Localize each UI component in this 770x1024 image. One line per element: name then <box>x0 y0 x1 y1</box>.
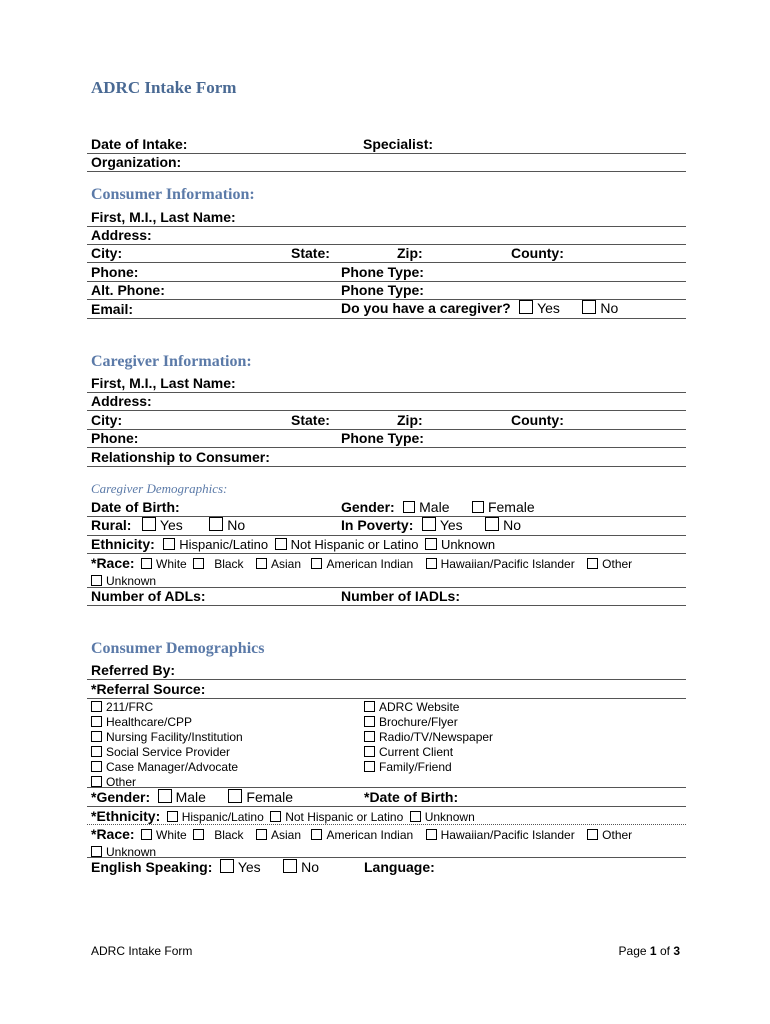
cg-poverty-yes-label: Yes <box>439 517 463 533</box>
consumer-demographics-heading: Consumer Demographics <box>91 640 265 657</box>
consumer-race-black-label: Black <box>214 828 244 842</box>
referral-source-label: *Referral Source: <box>91 681 206 697</box>
referral-source-option <box>364 713 493 728</box>
consumer-race-white-label: White <box>156 828 187 842</box>
consumer-race-asian-label: Asian <box>270 828 302 842</box>
referral-option-label: Nursing Facility/Institution <box>106 730 243 744</box>
consumer-name-label: First, M.I., Last Name: <box>91 209 236 225</box>
consumer-race-unknown-checkbox[interactable] <box>91 846 102 857</box>
referral-source-option <box>91 713 243 728</box>
divider <box>87 226 686 227</box>
referral-source-option <box>91 698 243 713</box>
consumer-eth-not-hispanic-label: Not Hispanic or Latino <box>285 810 404 824</box>
cg-poverty-yes-checkbox[interactable] <box>422 517 436 531</box>
cg-poverty-no-label: No <box>503 517 522 533</box>
page-total: 3 <box>673 944 680 958</box>
cg-ethnicity-group <box>91 536 495 554</box>
consumer-race-ai-label: American Indian <box>326 828 414 842</box>
caregiver-demographics-heading: Caregiver Demographics: <box>91 481 228 496</box>
divider <box>87 806 686 807</box>
divider <box>87 605 686 606</box>
caregiver-info-heading: Caregiver Information: <box>91 353 252 370</box>
cg-eth-not-hispanic-label: Not Hispanic or Latino <box>290 537 419 552</box>
cg-race-white-checkbox[interactable] <box>141 558 152 569</box>
cg-race-asian-label: Asian <box>270 557 302 571</box>
referral-checkbox[interactable] <box>91 776 102 787</box>
caregiver-address-label: Address: <box>91 393 152 409</box>
referral-source-option <box>91 758 243 773</box>
cg-gender-group <box>341 499 535 517</box>
cg-eth-unknown-label: Unknown <box>440 537 496 552</box>
caregiver-no-label: No <box>600 300 619 316</box>
cg-dob-label: Date of Birth: <box>91 499 180 515</box>
consumer-eth-hispanic-checkbox[interactable] <box>167 811 178 822</box>
english-yes-checkbox[interactable] <box>220 859 234 873</box>
referral-checkbox[interactable] <box>91 746 102 757</box>
consumer-address-label: Address: <box>91 227 152 243</box>
consumer-race-unknown-label: Unknown <box>106 845 157 859</box>
referral-source-option <box>91 773 243 788</box>
referral-source-option <box>364 758 493 773</box>
english-speaking-group <box>91 859 319 877</box>
divider <box>87 262 686 263</box>
referral-sources-left <box>91 698 243 788</box>
consumer-eth-not-hispanic-checkbox[interactable] <box>270 811 281 822</box>
referral-checkbox[interactable] <box>364 731 375 742</box>
divider <box>87 171 686 172</box>
caregiver-zip-label: Zip: <box>397 412 423 428</box>
referral-checkbox[interactable] <box>364 716 375 727</box>
caregiver-no-checkbox[interactable] <box>582 300 596 314</box>
consumer-city-label: City: <box>91 245 123 261</box>
consumer-race-hpi-label: Hawaiian/Pacific Islander <box>440 828 575 842</box>
cg-eth-not-hispanic-checkbox[interactable] <box>275 538 287 550</box>
referral-checkbox[interactable] <box>91 716 102 727</box>
referral-source-option <box>364 698 493 713</box>
referral-option-label: Healthcare/CPP <box>106 715 193 729</box>
divider <box>87 392 686 393</box>
referral-option-label: Social Service Provider <box>106 745 231 759</box>
cg-ethnicity-label: Ethnicity: <box>91 536 155 552</box>
cg-gender-label: Gender: <box>341 499 395 515</box>
organization-label: Organization: <box>91 154 182 170</box>
cg-race-white-label: White <box>156 557 187 571</box>
cg-eth-hispanic-checkbox[interactable] <box>163 538 175 550</box>
caregiver-phone-label: Phone: <box>91 430 139 446</box>
referral-source-option <box>91 743 243 758</box>
referral-checkbox[interactable] <box>364 701 375 712</box>
relationship-label: Relationship to Consumer: <box>91 449 270 465</box>
cg-rural-no-label: No <box>227 517 246 533</box>
cg-rural-yes-checkbox[interactable] <box>142 517 156 531</box>
consumer-race-asian-checkbox[interactable] <box>256 829 267 840</box>
caregiver-name-label: First, M.I., Last Name: <box>91 375 236 391</box>
caregiver-question <box>341 300 618 318</box>
cg-race-black-label: Black <box>214 557 244 571</box>
referral-checkbox[interactable] <box>364 761 375 772</box>
english-no-label: No <box>301 859 320 875</box>
cg-male-label: Male <box>419 499 450 515</box>
iadls-label: Number of IADLs: <box>341 588 460 604</box>
consumer-race-other-checkbox[interactable] <box>587 829 598 840</box>
divider <box>87 244 686 245</box>
consumer-ethnicity-label: *Ethnicity: <box>91 808 161 824</box>
cg-male-checkbox[interactable] <box>403 501 415 513</box>
consumer-eth-unknown-checkbox[interactable] <box>410 811 421 822</box>
divider <box>87 466 686 467</box>
cg-race-other-label: Other <box>602 557 633 571</box>
consumer-eth-unknown-label: Unknown <box>424 810 475 824</box>
consumer-phone-type2-label: Phone Type: <box>341 282 424 298</box>
referral-source-option <box>91 728 243 743</box>
divider <box>87 153 686 154</box>
adls-label: Number of ADLs: <box>91 588 206 604</box>
referral-checkbox[interactable] <box>364 746 375 757</box>
cg-rural-no-checkbox[interactable] <box>209 517 223 531</box>
cg-poverty-group <box>341 517 521 535</box>
caregiver-phone-type-label: Phone Type: <box>341 430 424 446</box>
divider <box>87 857 686 858</box>
referral-checkbox[interactable] <box>91 731 102 742</box>
consumer-phone-label: Phone: <box>91 264 139 280</box>
divider <box>87 553 686 554</box>
cg-race-black-checkbox[interactable] <box>193 558 204 569</box>
consumer-race-other-label: Other <box>602 828 633 842</box>
cg-race-group <box>91 555 632 573</box>
consumer-county-label: County: <box>511 245 564 261</box>
cg-eth-hispanic-label: Hispanic/Latino <box>179 537 269 552</box>
specialist-label: Specialist: <box>363 136 434 152</box>
consumer-race-ai-checkbox[interactable] <box>311 829 322 840</box>
english-speaking-label: English Speaking: <box>91 859 213 875</box>
cg-female-label: Female <box>487 499 535 515</box>
consumer-state-label: State: <box>291 245 330 261</box>
consumer-race-label: *Race: <box>91 826 135 842</box>
page-of: of <box>659 944 670 958</box>
consumer-email-label: Email: <box>91 301 134 317</box>
consumer-gender-group <box>91 789 293 807</box>
cg-rural-label: Rural: <box>91 517 132 533</box>
referral-option-label: Radio/TV/Newspaper <box>379 730 494 744</box>
cg-poverty-no-checkbox[interactable] <box>485 517 499 531</box>
cg-race-label: *Race: <box>91 555 135 571</box>
consumer-race-black-checkbox[interactable] <box>193 829 204 840</box>
english-no-checkbox[interactable] <box>283 859 297 873</box>
cg-race-unknown-label: Unknown <box>106 574 157 588</box>
consumer-gender-label: *Gender: <box>91 789 151 805</box>
consumer-dob-label: *Date of Birth: <box>364 789 459 805</box>
caregiver-yes-checkbox[interactable] <box>519 300 533 314</box>
consumer-male-label: Male <box>175 789 206 805</box>
consumer-zip-label: Zip: <box>397 245 423 261</box>
referral-option-label: 211/FRC <box>106 700 154 714</box>
consumer-male-checkbox[interactable] <box>158 789 172 803</box>
consumer-race-white-checkbox[interactable] <box>141 829 152 840</box>
referral-option-label: Current Client <box>379 745 454 759</box>
caregiver-city-label: City: <box>91 412 123 428</box>
divider <box>87 787 686 788</box>
cg-race-other-checkbox[interactable] <box>587 558 598 569</box>
divider <box>87 447 686 448</box>
referral-source-option <box>364 728 493 743</box>
cg-rural-group <box>91 517 245 535</box>
divider <box>87 318 686 319</box>
cg-race-ai-label: American Indian <box>326 557 414 571</box>
referred-by-label: Referred By: <box>91 662 176 678</box>
date-of-intake-label: Date of Intake: <box>91 136 188 152</box>
caregiver-state-label: State: <box>291 412 330 428</box>
caregiver-question-label: Do you have a caregiver? <box>341 300 511 316</box>
divider <box>87 824 686 825</box>
referral-sources-right <box>364 698 493 773</box>
consumer-female-checkbox[interactable] <box>228 789 242 803</box>
referral-option-label: ADRC Website <box>379 700 460 714</box>
cg-race-hpi-label: Hawaiian/Pacific Islander <box>440 557 575 571</box>
footer-title: ADRC Intake Form <box>91 944 193 958</box>
page-number <box>619 944 680 958</box>
referral-option-label: Other <box>106 775 137 789</box>
cg-race-unknown-checkbox[interactable] <box>91 575 102 586</box>
consumer-race-hpi-checkbox[interactable] <box>426 829 437 840</box>
consumer-eth-hispanic-label: Hispanic/Latino <box>181 810 264 824</box>
cg-race-asian-checkbox[interactable] <box>256 558 267 569</box>
divider <box>87 410 686 411</box>
consumer-race-group <box>91 826 632 844</box>
cg-race-ai-checkbox[interactable] <box>311 558 322 569</box>
referral-option-label: Family/Friend <box>379 760 452 774</box>
consumer-alt-phone-label: Alt. Phone: <box>91 282 165 298</box>
cg-rural-yes-label: Yes <box>159 517 183 533</box>
consumer-phone-type-label: Phone Type: <box>341 264 424 280</box>
consumer-info-heading: Consumer Information: <box>91 186 255 203</box>
english-yes-label: Yes <box>237 859 261 875</box>
page-current: 1 <box>649 944 657 958</box>
referral-option-label: Case Manager/Advocate <box>106 760 239 774</box>
caregiver-yes-label: Yes <box>537 300 560 316</box>
cg-eth-unknown-checkbox[interactable] <box>425 538 437 550</box>
referral-checkbox[interactable] <box>91 761 102 772</box>
cg-poverty-label: In Poverty: <box>341 517 414 533</box>
language-label: Language: <box>364 859 435 875</box>
cg-race-hpi-checkbox[interactable] <box>426 558 437 569</box>
referral-option-label: Brochure/Flyer <box>379 715 458 729</box>
cg-female-checkbox[interactable] <box>472 501 484 513</box>
form-title: ADRC Intake Form <box>91 78 237 97</box>
caregiver-county-label: County: <box>511 412 564 428</box>
consumer-female-label: Female <box>246 789 294 805</box>
referral-source-option <box>364 743 493 758</box>
page-prefix: Page <box>618 944 647 958</box>
divider <box>87 679 686 680</box>
referral-checkbox[interactable] <box>91 701 102 712</box>
